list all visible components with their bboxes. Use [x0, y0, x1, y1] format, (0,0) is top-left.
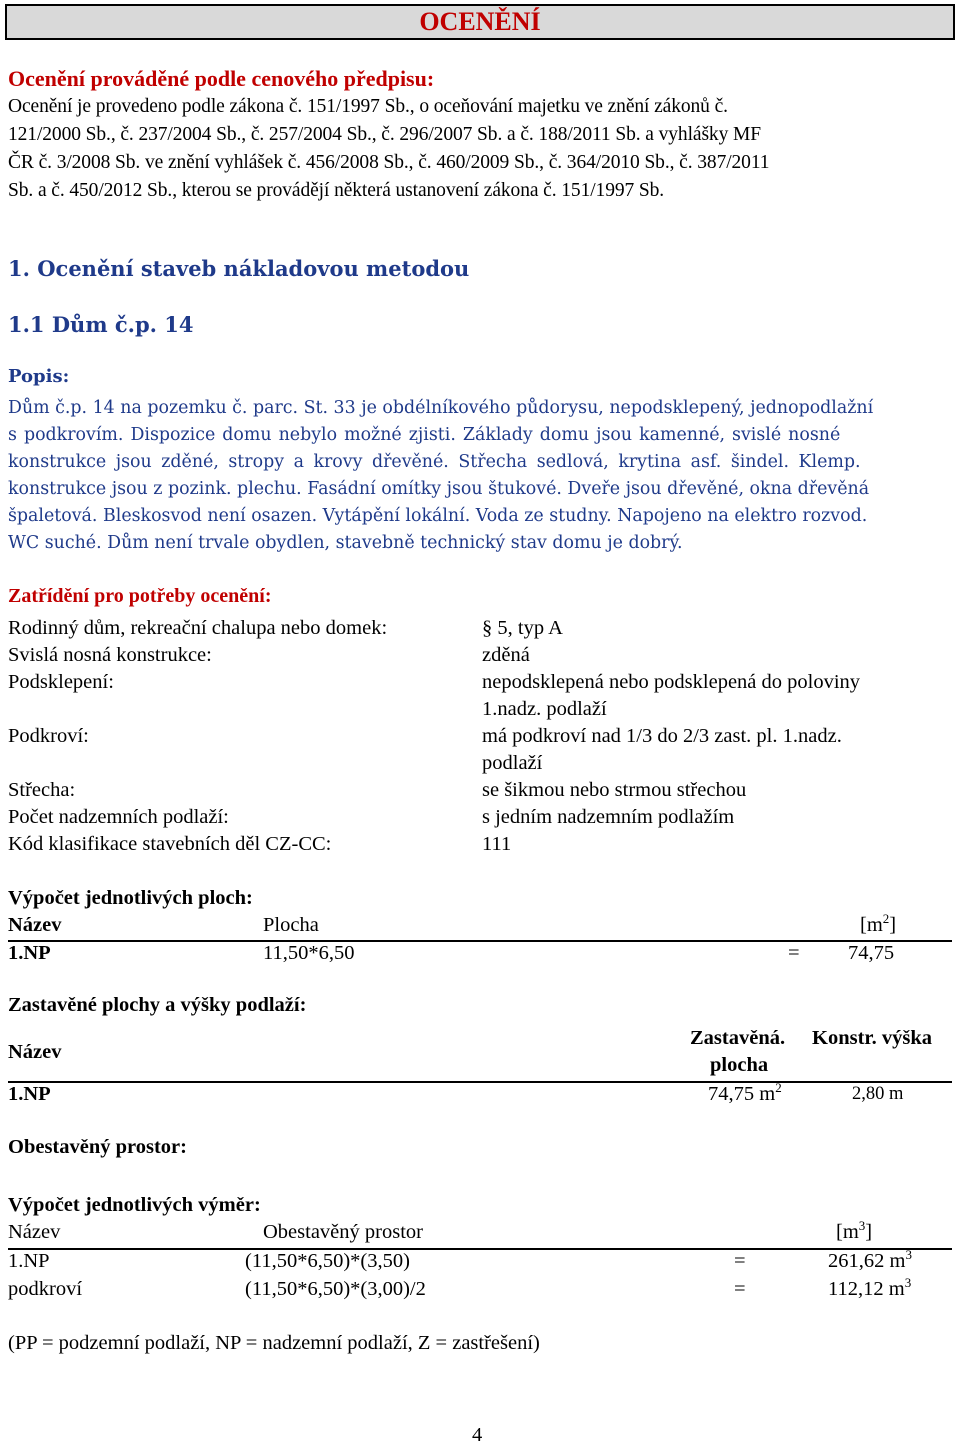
page-number: 4	[472, 1424, 483, 1446]
heading-cost-method: 1. Ocenění staveb nákladovou metodou	[8, 256, 470, 281]
classification-heading: Zatřídění pro potřeby ocenění:	[8, 585, 272, 607]
class-label-walls: Svislá nosná konstrukce:	[8, 644, 212, 666]
popis-line-5: špaletová. Bleskosvod není osazen. Vytápění lokální. Voda ze studny. Napojeno na elektro rozvod.	[8, 506, 868, 526]
volumes-row-1-name: 1.NP	[8, 1250, 50, 1272]
built-header-rule	[8, 1081, 952, 1083]
areas-col-unit: $[m^2]$	[860, 911, 897, 936]
class-value-type: § 5, typ A	[482, 617, 563, 639]
areas-row-name: 1.NP	[8, 942, 51, 964]
areas-col-name: Název	[8, 914, 62, 936]
intro-line-4: Sb. a č. 450/2012 Sb., kterou se provádějí některá ustanovení zákona č. 151/1997 Sb.	[8, 180, 665, 201]
built-col-name: Název	[8, 1041, 62, 1063]
built-col-height: Konstr. výška	[812, 1027, 932, 1049]
class-label-type: Rodinný dům, rekreační chalupa nebo domek:	[8, 617, 388, 639]
class-value-roof: se šikmou nebo strmou střechou	[482, 779, 747, 801]
popis-label: Popis:	[8, 366, 70, 387]
areas-col-area: Plocha	[263, 914, 319, 936]
class-value-walls: zděná	[482, 644, 530, 666]
class-label-basement: Podsklepení:	[8, 671, 114, 693]
built-heading: Zastavěné plochy a výšky podlaží:	[8, 994, 307, 1016]
volumes-col-unit: $[m^3]$	[836, 1218, 873, 1243]
intro-line-2: 121/2000 Sb., č. 237/2004 Sb., č. 257/2004 Sb., č. 296/2007 Sb. a č. 188/2011 Sb. a vyhlášky MF	[8, 124, 761, 145]
areas-row-eq: =	[788, 942, 800, 964]
built-row-area: 74,75 $m^2$	[708, 1080, 782, 1105]
volumes-header-rule	[8, 1248, 952, 1250]
heading-house: 1.1 Dům č.p. 14	[8, 312, 194, 337]
volumes-row-2-formula: (11,50*6,50)*(3,00)/2	[245, 1278, 426, 1300]
areas-header-rule	[8, 940, 952, 942]
volumes-col-space: Obestavěný prostor	[263, 1221, 423, 1243]
built-col-area-2: plocha	[710, 1054, 769, 1076]
areas-heading: Výpočet jednotlivých ploch:	[8, 887, 253, 909]
popis-line-4: konstrukce jsou z pozink. plechu. Fasádní omítky jsou štukové. Dveře jsou dřevěné, okna dřevěná	[8, 479, 870, 499]
intro-line-3: ČR č. 3/2008 Sb. ve znění vyhlášek č. 456/2008 Sb., č. 460/2009 Sb., č. 364/2010 Sb., č. 387/2011	[8, 152, 770, 173]
page-title: OCENĚNÍ	[419, 7, 541, 36]
section-heading: Ocenění prováděné podle cenového předpisu:	[8, 66, 435, 91]
class-label-floors: Počet nadzemních podlaží:	[8, 806, 229, 828]
built-col-area-1: Zastavěná.	[690, 1027, 786, 1049]
volumes-row-1-formula: (11,50*6,50)*(3,50)	[245, 1250, 410, 1272]
popis-line-1: Dům č.p. 14 na pozemku č. parc. St. 33 je obdélníkového půdorysu, nepodsklepený, jednopodlažní	[8, 398, 874, 418]
class-value-floors: s jedním nadzemním podlažím	[482, 806, 735, 828]
volumes-row-1-eq: =	[734, 1250, 746, 1272]
volumes-row-2-eq: =	[734, 1278, 746, 1300]
class-label-code: Kód klasifikace stavebních děl CZ-CC:	[8, 833, 332, 855]
class-label-attic: Podkroví:	[8, 725, 89, 747]
volumes-col-name: Název	[8, 1221, 61, 1243]
title-banner	[5, 4, 955, 40]
volumes-row-1-value: 261,62 $m^3$	[828, 1247, 912, 1272]
volume-heading: Obestavěný prostor:	[8, 1136, 187, 1158]
areas-row-formula: 11,50*6,50	[263, 942, 355, 964]
popis-line-2: s podkrovím. Dispozice domu nebylo možné zjisti. Základy domu jsou kamenné, svislé nosné	[8, 425, 841, 445]
volumes-heading: Výpočet jednotlivých výměr:	[8, 1194, 261, 1216]
class-label-roof: Střecha:	[8, 779, 76, 801]
class-value-attic: má podkroví nad 1/3 do 2/3 zast. pl. 1.nadz.	[482, 725, 842, 747]
built-row-height: 2,80 m	[852, 1084, 904, 1104]
legend-note: (PP = podzemní podlaží, NP = nadzemní podlaží, Z = zastřešení)	[8, 1332, 540, 1354]
built-row-name: 1.NP	[8, 1083, 51, 1105]
intro-line-1: Ocenění je provedeno podle zákona č. 151/1997 Sb., o oceňování majetku ve znění zákonů č.	[8, 96, 728, 117]
volumes-row-2-value: 112,12 $m^3$	[828, 1275, 912, 1300]
class-value-basement: nepodsklepená nebo podsklepená do poloviny	[482, 671, 861, 693]
class-value-code: 111	[482, 833, 512, 855]
popis-line-3: konstrukce jsou zděné, stropy a krovy dřevěné. Střecha sedlová, krytina asf. šindel. Klemp.	[8, 452, 861, 472]
class-value-basement-2: 1.nadz. podlaží	[482, 698, 607, 720]
class-value-attic-2: podlaží	[482, 752, 543, 774]
areas-row-value: 74,75	[848, 942, 895, 964]
popis-line-6: WC suché. Dům není trvale obydlen, stavebně technický stav domu je dobrý.	[8, 533, 683, 553]
volumes-row-2-name: podkroví	[8, 1278, 83, 1300]
